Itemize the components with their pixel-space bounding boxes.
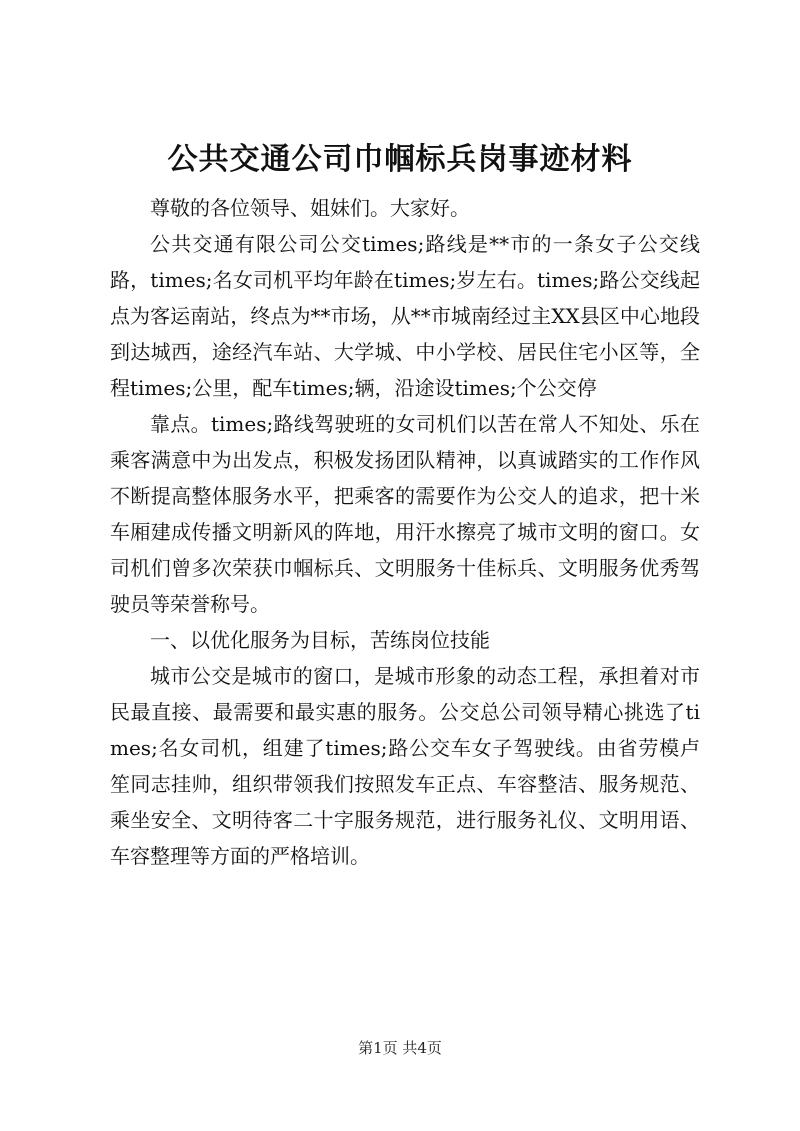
document-body (110, 190, 700, 874)
section-heading-1: 一、以优化服务为目标，苦练岗位技能 (150, 628, 490, 652)
page-footer: 第1页 共4页 (358, 1039, 442, 1057)
paragraph-greeting: 尊敬的各位领导、姐妹们。大家好。 (150, 196, 470, 220)
paragraph-route-intro: 公共交通有限公司公交times;路线是**市的一条女子公交线路，times;名女司机平均年龄在times;岁左右。times;路公交线起点为客运南站，终点为**市场，从**市城南经过主XX县区中心地段到达城西，途经汽车站、大学城、中小学校、居民住宅小区等，全程times;公里，配车times;辆，沿途设times;个公交停 (110, 232, 700, 400)
paragraph-service-training: 城市公交是城市的窗口，是城市形象的动态工程，承担着对市民最直接、最需要和最实惠的服务。公交总公司领导精心挑选了times;名女司机，组建了times;路公交车女子驾驶线。由省劳模卢笙同志挂帅，组织带领我们按照发车正点、车容整洁、服务规范、乘坐安全、文明待客二十字服务规范，进行服务礼仪、文明用语、车容整理等方面的严格培训。 (110, 664, 700, 868)
paragraph-team-achievements: 靠点。times;路线驾驶班的女司机们以苦在常人不知处、乐在乘客满意中为出发点，积极发扬团队精神，以真诚踏实的工作作风不断提高整体服务水平，把乘客的需要作为公交人的追求，把十米车厢建成传播文明新风的阵地，用汗水擦亮了城市文明的窗口。女司机们曾多次荣获巾帼标兵、文明服务十佳标兵、文明服务优秀驾驶员等荣誉称号。 (110, 412, 700, 616)
document-title: 公共交通公司巾帼标兵岗事迹材料 (167, 142, 633, 177)
